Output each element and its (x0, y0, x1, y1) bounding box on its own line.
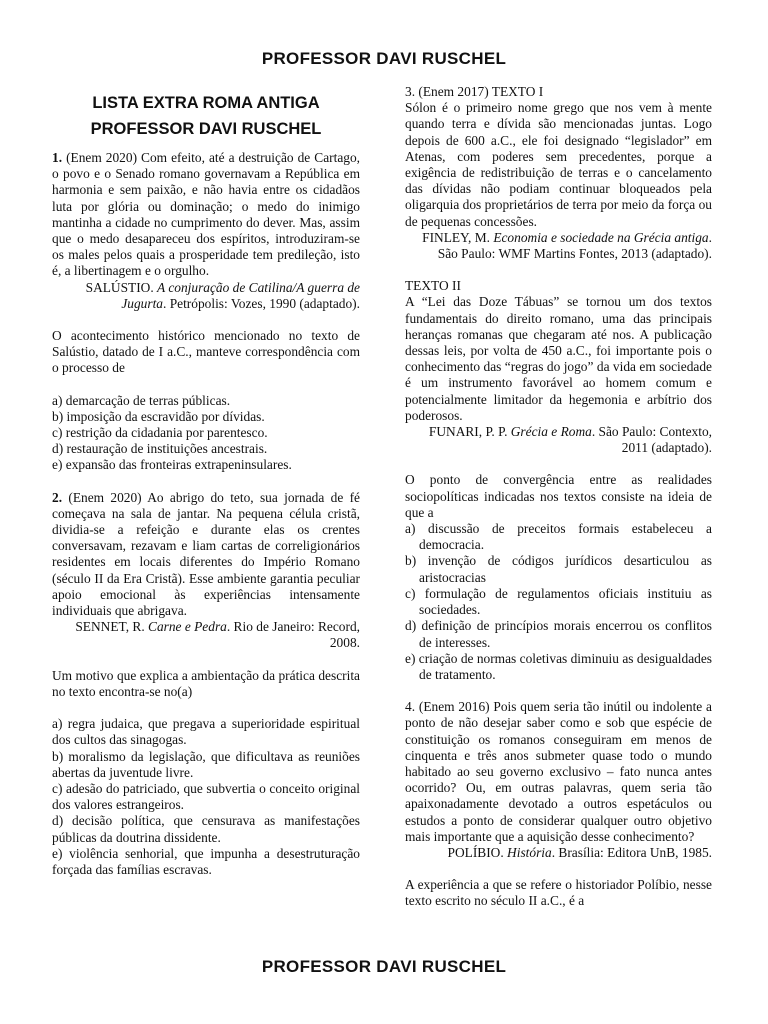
question-3-texto-2: A “Lei das Doze Tábuas” se tornou um dos textos fundamentais do direito romano, uma das principais heranças romanas que chegaram até nos. A publicação dessas leis, por volta de 450 a.C., foi importante pois o conhecimento das “regras do jogo” da vida em sociedade é um instrumento favorável ao homem comum e potencialmente limitador da hegemonia e arbítrio dos poderosos. (405, 294, 712, 423)
question-2-text (52, 490, 360, 620)
reference-author: POLÍBIO. (447, 844, 508, 860)
option-d[interactable]: d) definição de princípios morais encerrou os conflitos de interesses. (405, 618, 712, 650)
question-1 (52, 150, 360, 474)
option-e[interactable]: e) expansão das fronteiras extrapeninsulares. (52, 457, 292, 473)
question-4-prompt: A experiência a que se refere o historiador Políbio, nesse texto escrito no século II a.C., é a (405, 877, 712, 909)
question-1-options (52, 393, 360, 474)
question-1-number: 1. (52, 150, 63, 165)
reference-title: História (507, 844, 552, 860)
question-4-text: 4. (Enem 2016) Pois quem seria tão inútil ou indolente a ponto de não desejar saber como e sob que espécie de constituição os romanos conseguiram em menos de cinquenta e três anos submeter quase todo o mundo habitado ao seu governo exclusivo – fato nunca antes ocorrido? Ou, em outras palavras, quem seria tão apaixonadamente devotado a outros espetáculos ou estudos a ponto de considerar qualquer outro objetivo mais importante que a aquisição desse conhecimento? (405, 699, 712, 844)
question-1-prompt: O acontecimento histórico mencionado no texto de Salústio, datado de I a.C., manteve correspondência com o processo de (52, 328, 360, 376)
question-3-reference-2 (405, 424, 712, 456)
option-e[interactable]: e) criação de normas coletivas diminuiu as desigualdades de tratamento. (405, 650, 712, 682)
option-a[interactable]: a) regra judaica, que pregava a superioridade espiritual dos cultos das sinagogas. (52, 716, 360, 748)
option-e[interactable]: e) violência senhorial, que impunha a desestruturação forçada das famílias escravas. (52, 845, 360, 877)
reference-author: FINLEY, M. (422, 229, 494, 245)
question-2 (52, 490, 360, 878)
reference-author: FUNARI, P. P. (428, 424, 511, 440)
question-3-texto-1: Sólon é o primeiro nome grego que nos vem à mente quando terra e dívida são mencionadas juntas. Logo depois de 600 a.C., ele foi designado “legislador” em Atenas, com poderes sem precedentes, porque a exigência de redistribuição de terras e o cancelamento das dívidas não podiam continuar bloqueados pela oligarquia dos proprietários de terra por meio da força ou de pequenas concessões. (405, 100, 712, 229)
option-b[interactable]: b) invenção de códigos jurídicos desarticulou as aristocracias (405, 553, 712, 585)
question-2-options (52, 716, 360, 878)
reference-details: . Petrópolis: Vozes, 1990 (adaptado). (163, 295, 360, 311)
question-1-text (52, 150, 360, 280)
question-4-reference (405, 845, 712, 861)
question-3 (405, 84, 712, 683)
left-column (52, 84, 360, 878)
reference-details: . Brasília: Editora UnB, 1985. (551, 844, 712, 860)
list-title-line-1: LISTA EXTRA ROMA ANTIGA (92, 94, 320, 112)
question-2-body: (Enem 2020) Ao abrigo do teto, sua jornada de fé começava na sala de jantar. Na pequena célula cristã, dividia-se a refeição e durante elas os crentes conversavam, rezavam e liam cartas de correligionários residentes em locais diferentes do Império Romano (século II da Era Cristã). Esse ambiente garantia peculiar apoio emocional às experiências intensamente individuais que abrigava. (52, 489, 360, 619)
option-c[interactable]: c) adesão do patriciado, que subvertia o conceito original dos valores estrangeiros. (52, 780, 360, 813)
option-a[interactable]: a) demarcação de terras públicas. (52, 392, 231, 408)
list-title-line-2: PROFESSOR DAVI RUSCHEL (90, 120, 322, 138)
question-2-reference (52, 619, 360, 651)
reference-title: Economia e sociedade na Grécia antiga (493, 229, 709, 245)
page-header: PROFESSOR DAVI RUSCHEL (261, 49, 507, 68)
question-3-prompt: O ponto de convergência entre as realidades sociopolíticas indicadas nos textos consiste na ideia de que a (405, 472, 712, 520)
question-2-prompt: Um motivo que explica a ambientação da prática descrita no texto encontra-se no(a) (52, 667, 360, 699)
page-footer: PROFESSOR DAVI RUSCHEL (261, 957, 507, 976)
list-title (52, 90, 360, 142)
question-1-body: (Enem 2020) Com efeito, até a destruição de Cartago, o povo e o Senado romano governavam a República em harmonia e sem paixão, e não havia entre os cidadãos luta por glória ou dominação; o medo do inimigo mantinha a cidade no cumprimento do dever. Mas, assim que o medo desapareceu dos espíritos, introduziram-se os males pelos quais a prosperidade tem predileção, isto é, a libertinagem e o orgulho. (52, 150, 360, 279)
reference-title: Carne e Pedra (148, 619, 227, 635)
option-a[interactable]: a) discussão de preceitos formais estabeleceu a democracia. (405, 521, 712, 553)
reference-details: . São Paulo: Contexto, 2011 (adaptado). (591, 424, 712, 456)
right-column (405, 84, 712, 910)
option-d[interactable]: d) decisão política, que censurava as manifestações públicas da doutrina dissidente. (52, 813, 360, 845)
option-c[interactable]: c) restrição da cidadania por parentesco. (52, 425, 268, 441)
option-c[interactable]: c) formulação de regulamentos oficiais instituiu as sociedades. (405, 585, 712, 618)
option-b[interactable]: b) imposição da escravidão por dívidas. (52, 408, 265, 424)
reference-author: SENNET, R. (75, 619, 149, 635)
reference-title: A conjuração de Catilina/A guerra de Jugurta (121, 279, 360, 311)
question-3-texto-2-label: TEXTO II (405, 278, 461, 294)
reference-author: SALÚSTIO. (85, 279, 158, 295)
question-4 (405, 699, 712, 909)
reference-title: Grécia e Roma (510, 424, 592, 440)
option-d[interactable]: d) restauração de instituições ancestrais. (52, 441, 268, 457)
question-3-options (405, 521, 712, 683)
reference-details: . Rio de Janeiro: Record, 2008. (226, 619, 360, 651)
reference-details: . São Paulo: WMF Martins Fontes, 2013 (adaptado). (437, 229, 712, 262)
question-3-reference-1 (405, 230, 712, 262)
question-3-heading: 3. (Enem 2017) TEXTO I (405, 84, 544, 99)
question-2-number: 2. (52, 489, 63, 505)
option-b[interactable]: b) moralismo da legislação, que dificultava as reuniões abertas da juventude livre. (52, 748, 360, 780)
question-1-reference (52, 280, 360, 312)
